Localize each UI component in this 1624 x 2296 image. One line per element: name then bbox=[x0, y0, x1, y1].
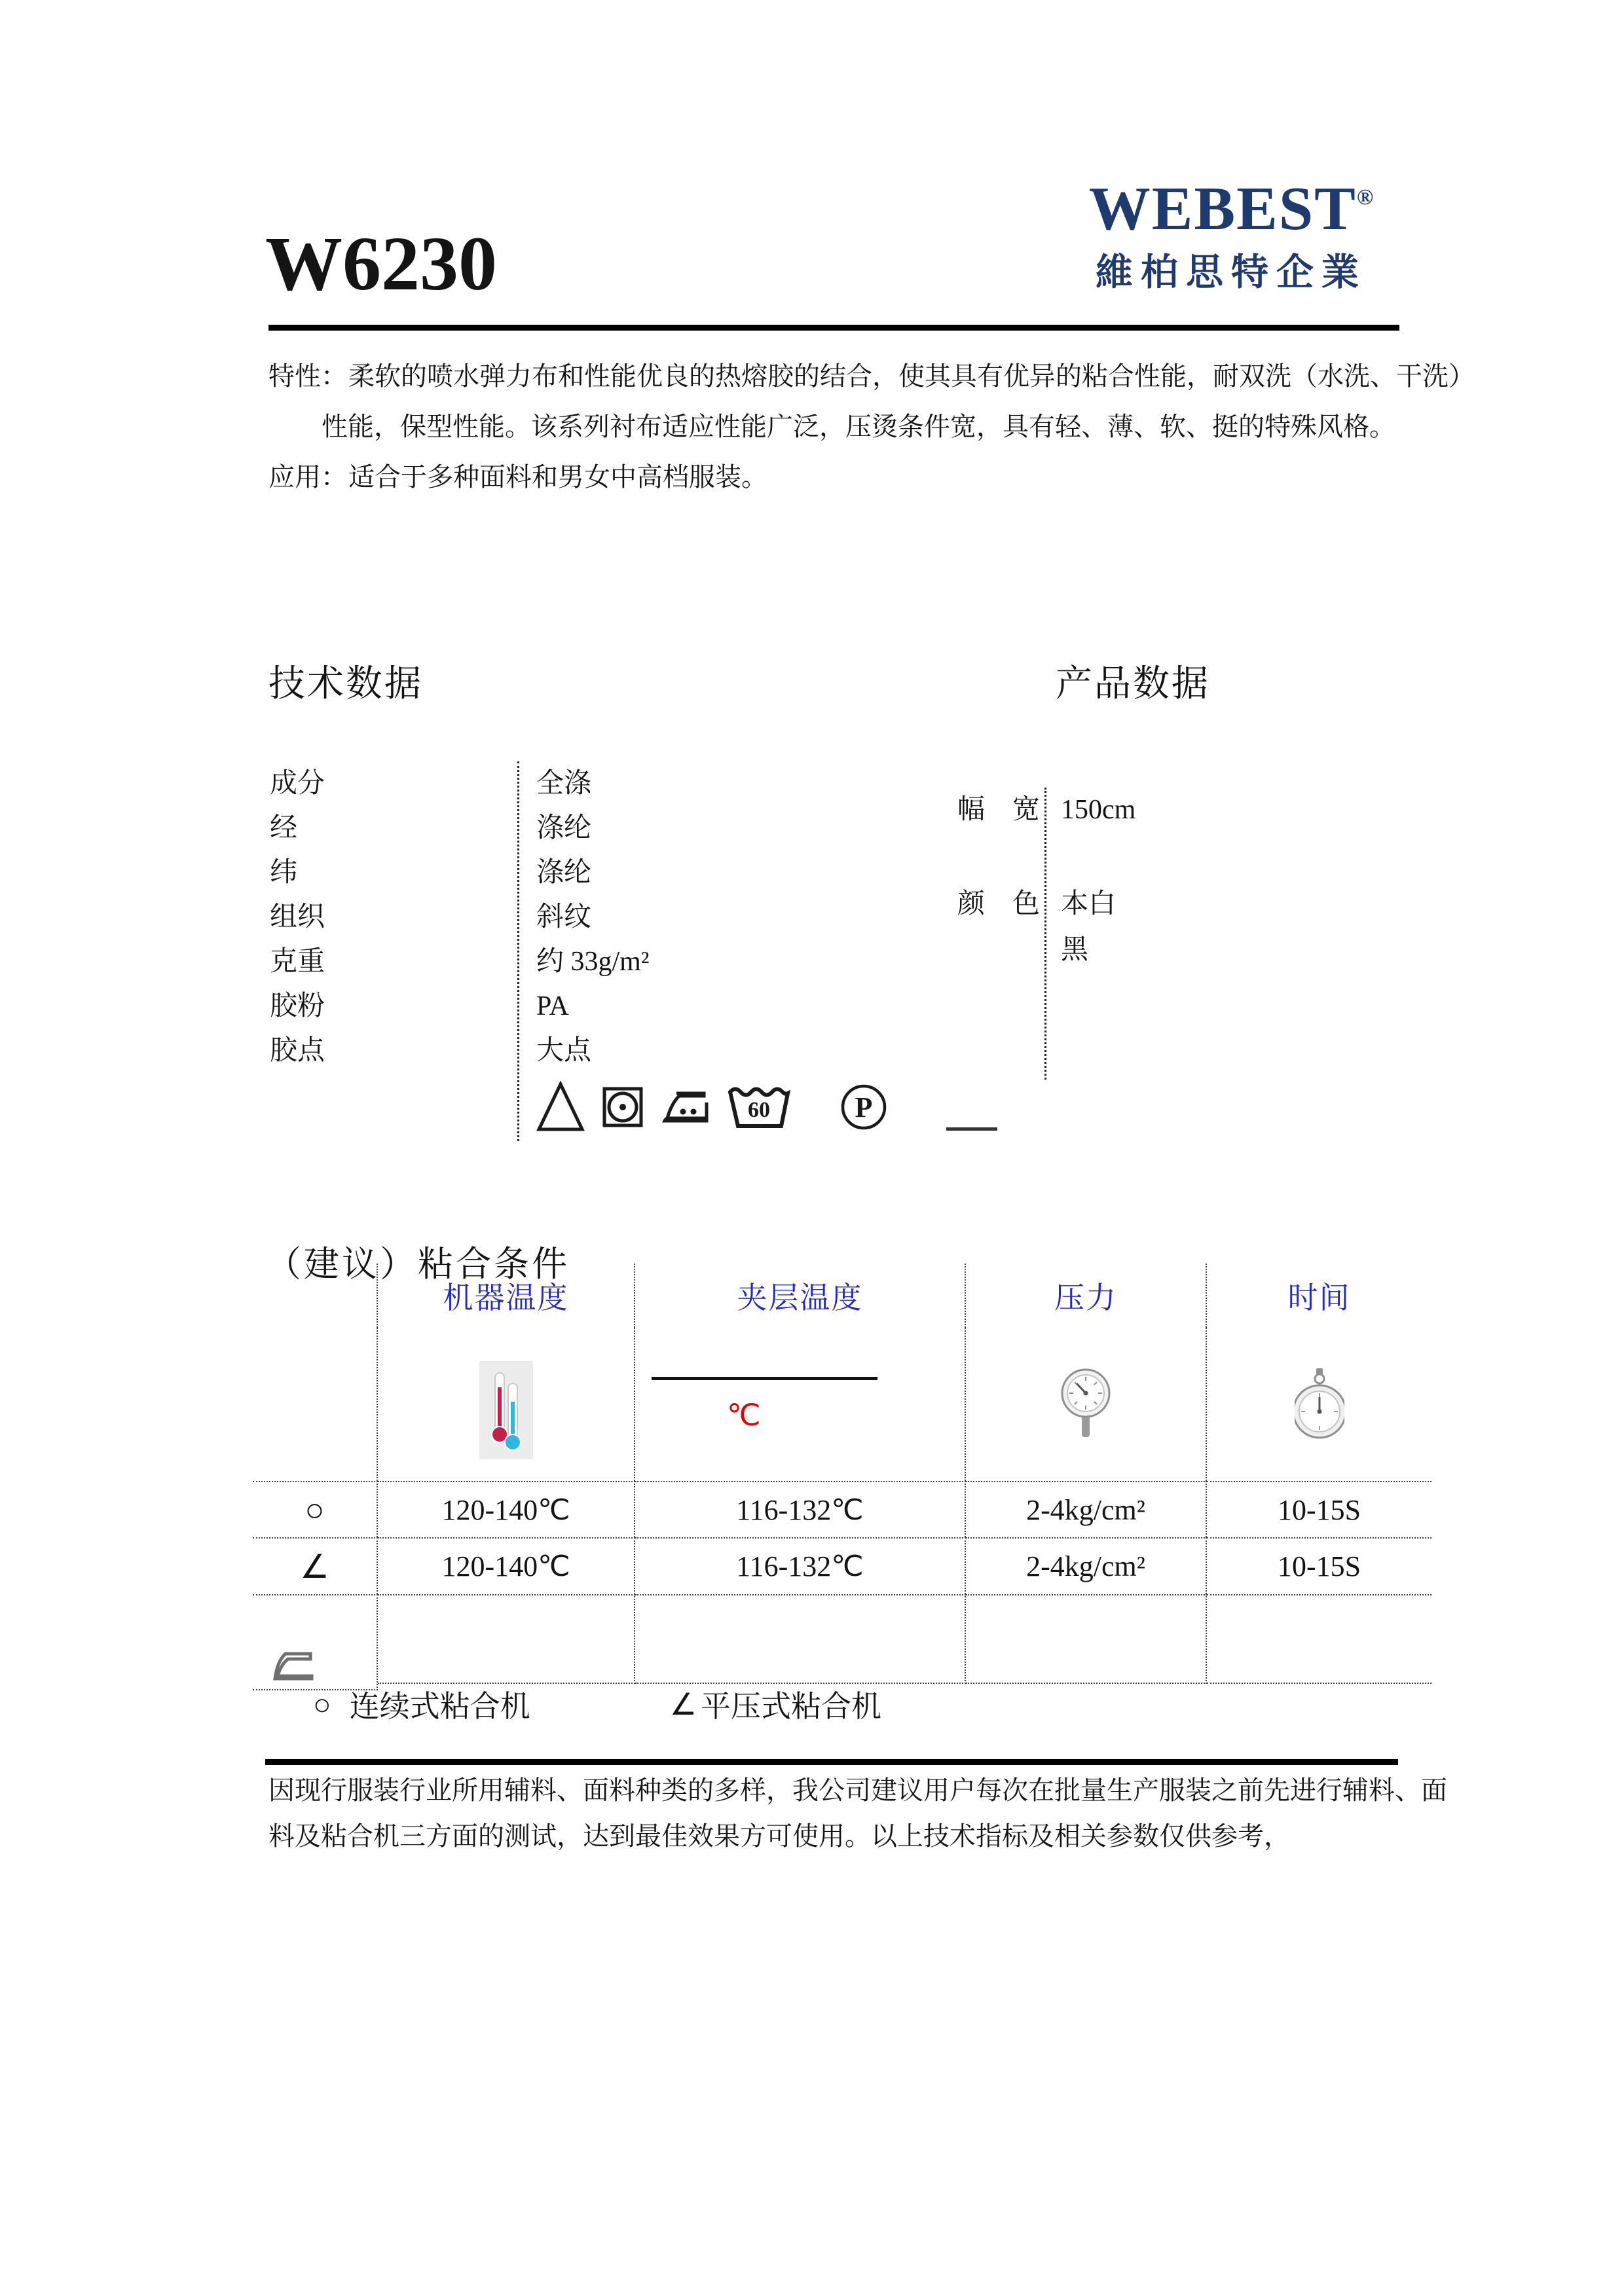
tech-label: 纬 bbox=[270, 858, 298, 888]
disclaimer-line-1: 因现行服装行业所用辅料、面料种类的多样，我公司建议用户每次在批量生产服装之前先进行辅料、面 bbox=[268, 1776, 1447, 1805]
tech-label: 成分 bbox=[270, 769, 325, 799]
layer-temp-value: 116-132℃ bbox=[635, 1481, 966, 1537]
page-title: W6230 bbox=[265, 221, 497, 306]
column-header-machine-temp: 机器温度 bbox=[378, 1264, 635, 1328]
empty-cell bbox=[635, 1594, 966, 1684]
machine-legend bbox=[313, 1683, 881, 1726]
tech-label: 胶点 bbox=[270, 1036, 325, 1066]
bleach-triangle-icon bbox=[536, 1081, 585, 1133]
features-text-1: 柔软的喷水弹力布和性能优良的热熔胶的结合，使其具有优异的粘合性能，耐双洗（水洗、干洗） bbox=[348, 361, 1475, 391]
column-header-pressure: 压力 bbox=[966, 1264, 1207, 1328]
application-label: 应用： bbox=[268, 462, 347, 492]
color-value-1: 本白 bbox=[1061, 889, 1116, 919]
company-logo bbox=[1074, 175, 1388, 296]
product-label-empty bbox=[957, 926, 1044, 974]
layer-temp-value: 116-132℃ bbox=[635, 1537, 966, 1594]
logo-company-text: 維柏思特企業 bbox=[1096, 251, 1367, 293]
iron-two-dots-icon bbox=[661, 1089, 710, 1125]
thermometer-icon bbox=[479, 1361, 533, 1459]
product-spacer bbox=[1061, 832, 1297, 882]
product-label-column bbox=[957, 788, 1044, 1080]
product-value-column bbox=[1044, 788, 1297, 1080]
hand-iron-row-cell bbox=[253, 1594, 378, 1690]
disclaimer-section bbox=[268, 1768, 1447, 1859]
tech-data-heading: 技术数据 bbox=[268, 664, 423, 704]
tech-label: 克重 bbox=[270, 947, 325, 977]
bonding-icon-cell bbox=[966, 1328, 1207, 1481]
tech-value: 涤纶 bbox=[536, 813, 592, 843]
tech-label-column bbox=[270, 761, 517, 1141]
registered-mark-icon: ® bbox=[1356, 185, 1374, 210]
tumble-dry-icon bbox=[602, 1086, 644, 1128]
empty-cell bbox=[966, 1594, 1207, 1684]
features-line-1 bbox=[268, 351, 1475, 401]
pressure-value: 2-4kg/cm² bbox=[966, 1537, 1207, 1594]
tech-value-column bbox=[517, 761, 997, 1141]
features-label: 特性： bbox=[268, 361, 347, 391]
product-filler bbox=[1061, 974, 1297, 1080]
features-line-2 bbox=[268, 401, 1475, 452]
tech-label: 经 bbox=[270, 813, 298, 843]
legend-label-flat-press: 平压式粘合机 bbox=[701, 1690, 882, 1723]
logo-brand-text bbox=[1074, 175, 1388, 243]
machine-temp-value: 120-140℃ bbox=[378, 1481, 635, 1537]
pressure-value: 2-4kg/cm² bbox=[966, 1481, 1207, 1537]
application-text: 适合于多种面料和男女中高档服装。 bbox=[348, 462, 767, 492]
bonding-conditions-heading: （建议）粘合条件 bbox=[266, 1245, 570, 1284]
product-data-heading: 产品数据 bbox=[1056, 664, 1210, 704]
color-label: 颜 色 bbox=[957, 889, 1041, 919]
tech-value: 斜纹 bbox=[536, 902, 592, 932]
celsius-unit-label: ℃ bbox=[727, 1398, 761, 1432]
empty-cell bbox=[1207, 1594, 1431, 1684]
time-value: 10-15S bbox=[1207, 1481, 1431, 1537]
color-value-2: 黑 bbox=[1061, 935, 1089, 965]
wash-temp-value: 60 bbox=[748, 1098, 770, 1122]
tech-label: 胶粉 bbox=[270, 991, 325, 1021]
features-text-2: 性能，保型性能。该系列衬布适应性能广泛，压烫条件宽，具有轻、薄、软、挺的特殊风格。 bbox=[322, 412, 1395, 441]
tech-label: 组织 bbox=[270, 902, 325, 932]
legend-symbol-flat-press: ∠ bbox=[669, 1688, 697, 1721]
bonding-corner-cell bbox=[253, 1264, 378, 1328]
celsius-line-icon bbox=[652, 1377, 877, 1380]
legend-symbol-continuous: ○ bbox=[313, 1687, 331, 1721]
footer-divider bbox=[265, 1759, 1398, 1765]
column-header-layer-temp: 夹层温度 bbox=[635, 1264, 966, 1328]
stopwatch-icon bbox=[1295, 1367, 1344, 1442]
tech-value: 约 33g/m² bbox=[536, 947, 650, 977]
dash-icon bbox=[946, 1127, 997, 1131]
disclaimer-line-2: 料及粘合机三方面的测试，达到最佳效果方可使用。以上技术指标及相关参数仅供参考， bbox=[268, 1821, 1290, 1851]
product-spacer bbox=[957, 832, 1044, 882]
machine-temp-value: 120-140℃ bbox=[378, 1537, 635, 1594]
bonding-icon-cell bbox=[253, 1328, 378, 1481]
wash-60-icon bbox=[728, 1084, 790, 1130]
dry-clean-letter: P bbox=[855, 1091, 873, 1123]
tech-value: PA bbox=[536, 991, 569, 1021]
application-line bbox=[268, 452, 1475, 502]
bonding-conditions-table bbox=[253, 1264, 1431, 1690]
care-symbols-row bbox=[536, 1073, 997, 1141]
product-data-table bbox=[957, 788, 1297, 1080]
logo-brand-word: WEBEST bbox=[1088, 175, 1357, 243]
time-value: 10-15S bbox=[1207, 1537, 1431, 1594]
width-value: 150cm bbox=[1061, 795, 1136, 825]
machine-symbol-continuous: ○ bbox=[253, 1481, 378, 1537]
tech-value: 涤纶 bbox=[536, 858, 592, 888]
column-header-time: 时间 bbox=[1287, 1281, 1351, 1315]
intro-section bbox=[268, 351, 1475, 502]
tech-value: 大点 bbox=[536, 1036, 592, 1066]
header-divider bbox=[268, 325, 1399, 331]
empty-cell bbox=[378, 1594, 635, 1684]
bonding-icon-cell bbox=[1207, 1328, 1431, 1481]
tech-value: 全涤 bbox=[536, 769, 592, 799]
dry-clean-p-icon bbox=[840, 1084, 887, 1131]
machine-symbol-flat-press: ∠ bbox=[253, 1537, 378, 1594]
tech-data-table bbox=[270, 761, 997, 1141]
width-label: 幅 宽 bbox=[957, 795, 1041, 825]
pressure-gauge-icon bbox=[1060, 1368, 1111, 1441]
legend-label-continuous: 连续式粘合机 bbox=[349, 1690, 530, 1723]
flat-iron-icon bbox=[272, 1650, 316, 1683]
bonding-icon-cell bbox=[378, 1328, 635, 1481]
bonding-icon-cell bbox=[635, 1328, 966, 1481]
